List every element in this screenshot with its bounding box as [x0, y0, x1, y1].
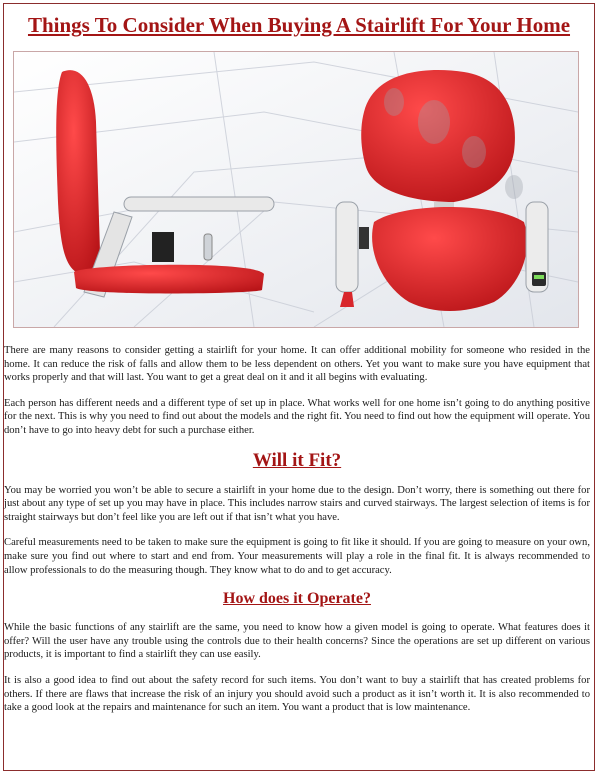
intro-paragraph-1: There are many reasons to consider getting a stairlift for your home. It can offer additional mobility for someone who resided in the home. It can reduce the risk of falls and allow them to be less dependent on others. Yet you want to make sure you have equipment that works properly and that will last. You want to get a great deal on it and it all begins with evaluating.	[4, 345, 590, 384]
article-body	[4, 344, 590, 727]
operate-paragraph-1: While the basic functions of any stairlift are the same, you need to know how a given model is going to operate. What features does it offer? Will the user have any trouble using the controls due to their health concerns? Since the operations are set up different on various products, it is important to find a stairlift they can use easily.	[4, 622, 590, 661]
fit-paragraph-2: Careful measurements need to be taken to make sure the equipment is going to fit like it should. If you are going to measure on your own, make sure you find out where to start and end from. Your measurements will play a role in the final fit. It is always recommended to allow professionals to do the measuring though. They know what to do and to get accuracy.	[4, 537, 590, 576]
section-heading-operate: How does it Operate?	[223, 590, 371, 608]
fit-paragraph-1: You may be worried you won’t be able to secure a stairlift in your home due to the design. Don’t worry, there is something out there for just about any type of set up you may have in place. This includes narrow stairs and curved stairways. The largest selection of items is for straight stairways but don’t feel like you are left out if that isn’t what you have.	[4, 484, 590, 523]
section-heading-fit: Will it Fit?	[252, 449, 342, 471]
stairlift-illustration	[14, 52, 578, 327]
stairlift-photo	[13, 51, 579, 328]
page-title: Things To Consider When Buying A Stairlift For Your Home	[27, 13, 571, 37]
intro-paragraph-2: Each person has different needs and a different type of set up in place. What works well for one home isn’t going to do anything positive for the next. This is why you need to find out about the models and the right fit. You need to find out how the equipment will operate. You don’t have to go into heavy debt for such a purchase either.	[4, 397, 590, 436]
operate-paragraph-2: It is also a good idea to find out about the safety record for such items. You don’t want to buy a stairlift that has created problems for others. If there are flaws that increase the risk of an injury you should avoid such a product as it isn’t worth it. It is also recommended to take a good look at the repairs and maintenance for such an item. You want a product that is low maintenance.	[4, 674, 590, 714]
